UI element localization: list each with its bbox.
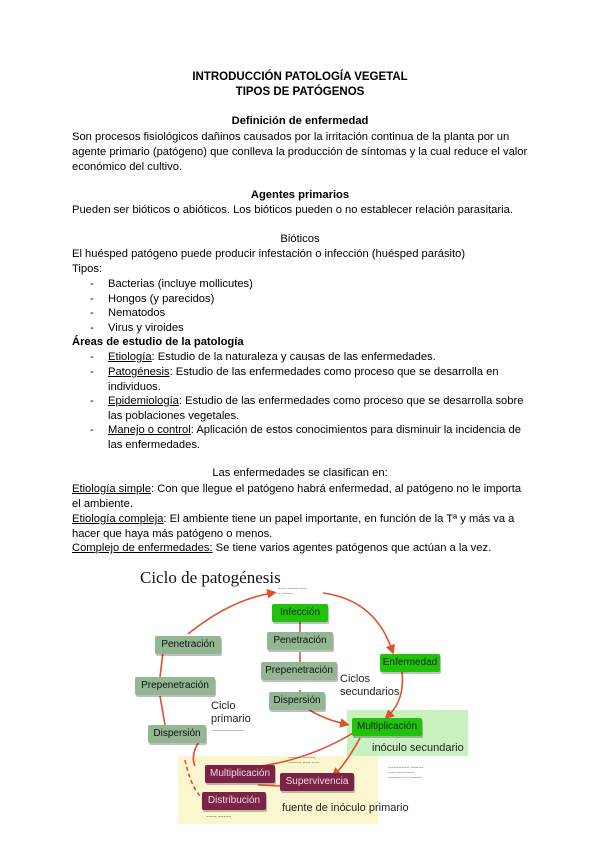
agentes-text: Pueden ser bióticos o abióticos. Los bióticos pueden o no establecer relación parasitaria.	[72, 204, 513, 216]
clasificacion-item: Etiología simple: Con que llegue el patógeno habrá enfermedad, al patógeno no le importa	[72, 483, 522, 495]
box-penetracion-left: Penetración	[155, 636, 221, 654]
clasificacion-item: Etiología compleja: El ambiente tiene un papel importante, en función de la Tª y más va a	[72, 513, 515, 525]
box-enfermedad: Enfermedad	[380, 654, 440, 672]
handwritten-note: ~~~~~~~~ ~~~~~ ~~~ ~~~ ~~~ ~~~~~ ~~ ~~~~~	[388, 765, 424, 780]
box-penetracion-inner: Penetración	[267, 632, 333, 650]
heading-clasificacion: Las enfermedades se clasifican en:	[212, 467, 388, 479]
box-infeccion: Infección	[272, 604, 328, 622]
label-ciclos: Ciclos	[340, 673, 370, 685]
pathogenesis-cycle-diagram	[130, 560, 470, 830]
box-supervivencia: Supervivencia	[280, 773, 354, 791]
clasificacion-item-cont: hacer que haya más patógeno o menos.	[72, 528, 273, 540]
label-secundarios: secundarios	[340, 686, 400, 698]
tipos-label: Tipos:	[72, 263, 103, 275]
heading-bioticos: Bióticos	[280, 233, 320, 245]
clasificacion-item-cont: el ambiente.	[72, 498, 133, 510]
label-primario: primario	[211, 713, 251, 725]
definicion-line-2: agente primario (patógeno) que conlleva la producción de síntomas y la cual reduce el valor	[72, 146, 528, 158]
diagram-title: Ciclo de patogénesis	[140, 568, 281, 587]
heading-areas: Áreas de estudio de la patología	[72, 336, 244, 348]
label-inoculo-secundario: inóculo secundario	[372, 742, 464, 754]
definicion-line-3: económico del cultivo.	[72, 161, 183, 173]
definicion-line-1: Son procesos fisiológicos dañinos causados por la irritación continua de la planta por un	[72, 131, 510, 143]
document-title-line1: INTRODUCCIÓN PATOLOGÍA VEGETAL	[192, 71, 408, 83]
box-dispersion-left: Dispersión	[148, 725, 206, 743]
document-page: INTRODUCCIÓN PATOLOGÍA VEGETAL TIPOS DE PATÓGENOS Definición de enfermedad Son procesos fisiológicos dañinos causados por la irritación continua de la planta por un agente primario (patógeno) que conlleva la producción de síntomas y la cual reduce el valor económico del cultivo. Agentes primarios Pueden ser bióticos o abióticos. Los bióticos pueden o no establecer relación parasitaria. Bióticos El huésped patógeno puede producir infestación o infección (huésped parásito) Tipos: - Bacterias (incluye mollicutes) - Hongos (y parecidos) - Nematodos - Virus y viroides Áreas de estudio de la patología - Etiología: Estudio de la naturaleza y causas de las enfermedades. - Patogénesis: Estudio de las enfermedades como proceso que se desarrolla en individuos. - Epidemiología: Estudio de las enfermedades como proceso que se desarrolla sobre las poblaciones vegetales. - Manejo o control: Aplicación de estos conocimientos para disminuir la incidencia de las enfermedades. Las enfermedades se clasifican en: Etiología simple: Con que llegue el patógeno habrá enfermedad, al patógeno no le importa el ambiente. Etiología compleja: El ambiente tiene un papel importante, en función de la Tª y más va a hacer que haya más patógeno o menos. Complejo de enfermedades: Se tiene varios agentes patógenos que actúan a la vez. Ciclo de patogénesis ~~~ ~~~~ ~~~ ~ ~~~~ Infección Enfermedad Multiplicación Penetración Prepenetración Dispersión Penetración Prepenetración Dispersión Ciclos secundarios Ciclo primario ~~~~~~~~~~~~ inóculo secundario Multiplicación Supervivencia Distribución ~~~~~ ~~~~~ ~~~~~ ~~~ ~~~ ~~~~~~~~ ~~~~~ ~~~ ~~~ ~~~ ~~~~~ ~~ ~~~~~ fuente de inóculo primario ~~~~ ~~~~~	[0, 0, 600, 848]
document-title-line2: TIPOS DE PATÓGENOS	[235, 86, 365, 98]
box-multiplicacion-main: Multiplicación	[352, 718, 422, 736]
handwritten-note: ~~~~~~~~~~~~	[212, 728, 244, 733]
clasificacion-item: Complejo de enfermedades: Se tiene varios agentes patógenos que actúan a la vez.	[72, 542, 492, 554]
heading-definicion: Definición de enfermedad	[231, 115, 369, 127]
box-prepenetracion-left: Prepenetración	[135, 677, 215, 695]
label-ciclo: Ciclo	[211, 700, 236, 712]
box-multiplicacion-bottom: Multiplicación	[205, 765, 275, 783]
bioticos-text: El huésped patógeno puede producir infestación o infección (huésped parásito)	[72, 248, 466, 260]
label-fuente-inoculo: fuente de inóculo primario	[282, 802, 409, 814]
handwritten-note: ~~~~~ ~~~~~ ~~~~~ ~~~ ~~~	[288, 755, 320, 765]
box-dispersion-inner: Dispersión	[269, 692, 325, 710]
box-prepenetracion-inner: Prepenetración	[261, 662, 337, 680]
box-distribucion: Distribución	[202, 792, 266, 810]
handwritten-note: ~~~ ~~~~ ~~~ ~ ~~~~	[278, 586, 307, 596]
handwritten-note: ~~~~ ~~~~~	[206, 814, 231, 819]
heading-agentes: Agentes primarios	[250, 189, 350, 201]
